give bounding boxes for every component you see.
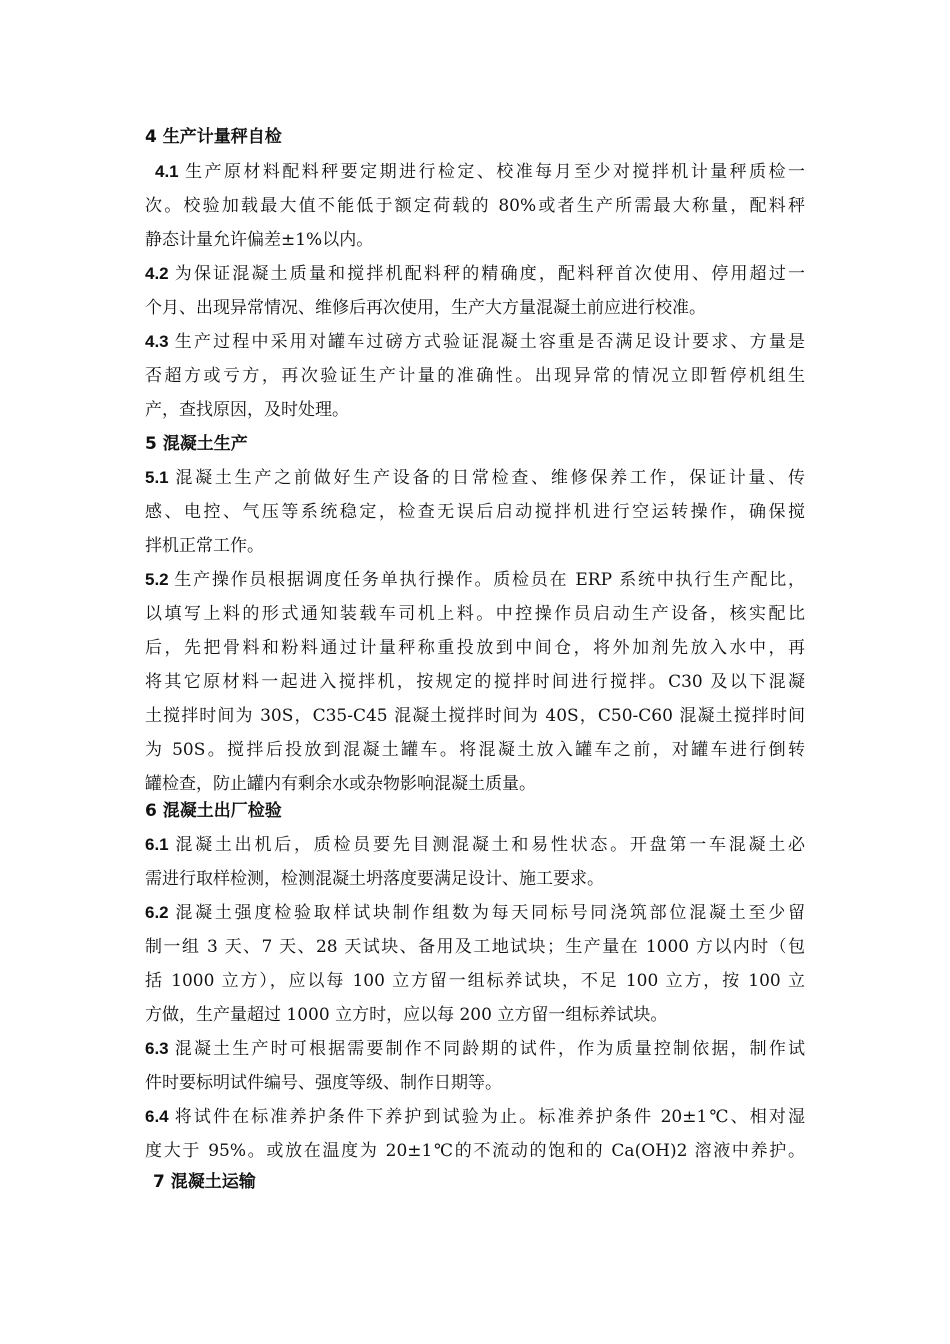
line-text: 生产操作员根据调度任务单执行操作。质检员在 ERP 系统中执行生产配比，	[172, 570, 805, 590]
clause-number: 5.2	[145, 570, 169, 589]
paragraph-line	[145, 1032, 805, 1066]
clause-number: 5.1	[145, 468, 169, 487]
paragraph-line: 方做，生产量超过 1000 立方时，应以每 200 立方留一组标养试块。	[145, 1005, 668, 1025]
paragraph-line: 括 1000 立方），应以每 100 立方留一组标养试块，不足 100 立方，按 100 立	[145, 971, 805, 991]
clause-number: 6.1	[145, 835, 169, 854]
clause-number: 6.4	[145, 1107, 169, 1126]
paragraph-line	[145, 257, 805, 291]
paragraph-line: 罐检查，防止罐内有剩余水或杂物影响混凝土质量。	[145, 774, 536, 794]
section-heading: 6 混凝土出厂检验	[145, 801, 282, 821]
paragraph-line: 拌机正常工作。	[145, 536, 264, 556]
paragraph-line: 产，查找原因，及时处理。	[145, 400, 349, 420]
paragraph-line: 制一组 3 天、7 天、28 天试块、备用及工地试块；生产量在 1000 方以内时（包	[145, 937, 805, 957]
paragraph-line	[145, 461, 805, 495]
paragraph-line	[145, 828, 805, 862]
clause-number: 4.3	[145, 332, 169, 351]
paragraph-line: 件时要标明试件编号、强度等级、制作日期等。	[145, 1073, 502, 1093]
paragraph-line: 为 50S。搅拌后投放到混凝土罐车。将混凝土放入罐车之前，对罐车进行倒转	[145, 740, 805, 760]
line-text: 混凝土生产时可根据需要制作不同龄期的试件，作为质量控制依据，制作试	[172, 1039, 805, 1059]
paragraph-line: 需进行取样检测，检测混凝土坍落度要满足设计、施工要求。	[145, 869, 604, 889]
section-heading: 7 混凝土运输	[153, 1172, 256, 1192]
paragraph-line	[145, 325, 805, 359]
clause-number: 4.2	[145, 264, 169, 283]
paragraph-line	[145, 896, 805, 930]
paragraph-line: 土搅拌时间为 30S，C35-C45 混凝土搅拌时间为 40S，C50-C60 混凝土搅拌时间	[145, 706, 805, 726]
paragraph-line: 个月、出现异常情况、维修后再次使用，生产大方量混凝土前应进行校准。	[145, 298, 706, 318]
line-text: 生产过程中采用对罐车过磅方式验证混凝土容重是否满足设计要求、方量是	[172, 332, 805, 352]
section-heading: 4 生产计量秤自检	[145, 127, 282, 147]
paragraph-line: 静态计量允许偏差±1%以内。	[145, 230, 374, 250]
paragraph-line: 度大于 95%。或放在温度为 20±1℃的不流动的饱和的 Ca(OH)2 溶液中养护。	[145, 1141, 805, 1161]
paragraph-line: 以填写上料的形式通知装载车司机上料。中控操作员启动生产设备，核实配比	[145, 604, 805, 624]
paragraph-line: 将其它原材料一起进入搅拌机，按规定的搅拌时间进行搅拌。C30 及以下混凝	[145, 672, 805, 692]
paragraph-line	[145, 563, 805, 597]
clause-number: 4.1	[155, 162, 179, 181]
line-text: 混凝土强度检验取样试块制作组数为每天同标号同浇筑部位混凝土至少留	[172, 903, 805, 923]
paragraph-line: 次。校验加载最大值不能低于额定荷载的 80%或者生产所需最大称量，配料秤	[145, 196, 805, 216]
line-text: 生产原材料配料秤要定期进行检定、校准每月至少对搅拌机计量秤质检一	[182, 162, 805, 182]
clause-number: 6.3	[145, 1039, 169, 1058]
section-heading: 5 混凝土生产	[145, 434, 248, 454]
line-text: 混凝土出机后，质检员要先目测混凝土和易性状态。开盘第一车混凝土必	[172, 835, 805, 855]
paragraph-line: 感、电控、气压等系统稳定，检查无误后启动搅拌机进行空运转操作，确保搅	[145, 502, 805, 522]
line-text: 为保证混凝土质量和搅拌机配料秤的精确度，配料秤首次使用、停用超过一	[172, 264, 805, 284]
paragraph-line: 后，先把骨料和粉料通过计量秤称重投放到中间仓，将外加剂先放入水中，再	[145, 638, 805, 658]
line-text: 混凝土生产之前做好生产设备的日常检查、维修保养工作，保证计量、传	[172, 468, 805, 488]
paragraph-line	[145, 1100, 805, 1134]
clause-number: 6.2	[145, 903, 169, 922]
paragraph-line: 否超方或亏方，再次验证生产计量的准确性。出现异常的情况立即暂停机组生	[145, 366, 805, 386]
line-text: 将试件在标准养护条件下养护到试验为止。标准养护条件 20±1℃、相对湿	[172, 1107, 805, 1127]
paragraph-line	[155, 155, 805, 189]
